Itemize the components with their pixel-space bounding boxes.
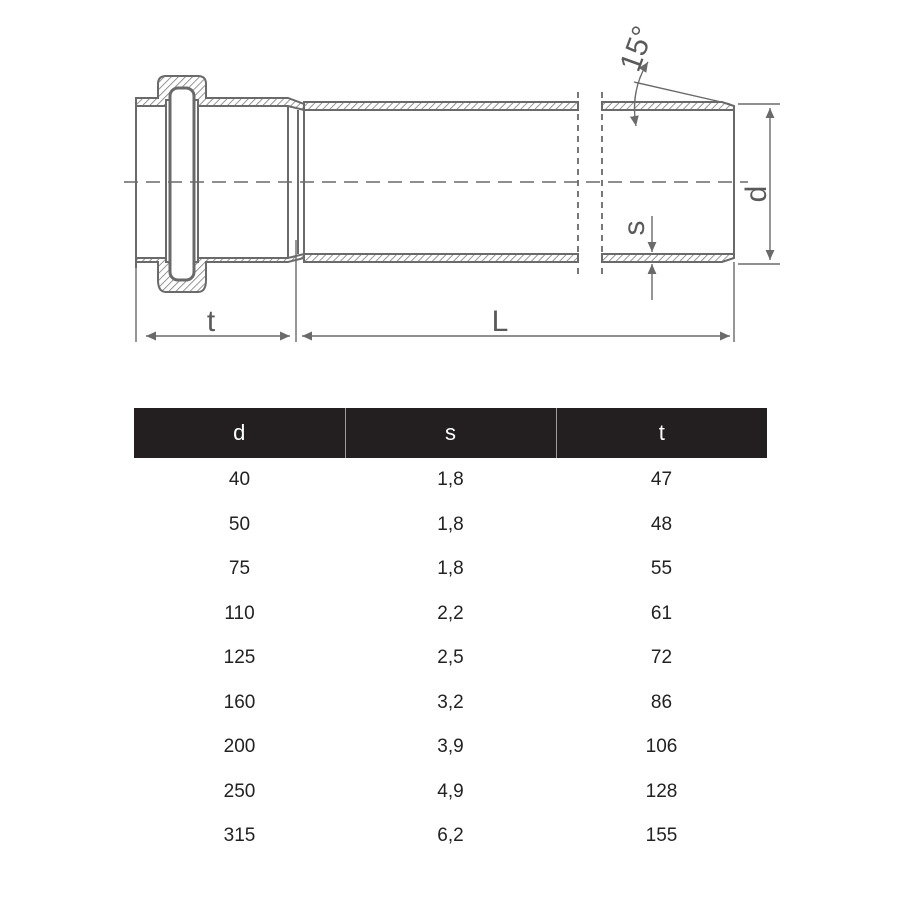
cell-t: 128 xyxy=(645,780,678,802)
cell-t: 61 xyxy=(650,602,673,624)
cell-s: 3,9 xyxy=(437,736,464,758)
cell-d: 40 xyxy=(228,469,251,491)
cell-t: 47 xyxy=(650,469,673,491)
label-s: s xyxy=(618,220,651,236)
table-header-row xyxy=(134,408,767,458)
extension-lines xyxy=(136,82,780,342)
cell-s: 3,2 xyxy=(437,691,464,713)
cell-t: 55 xyxy=(650,558,673,580)
pipe-bottom-wall-right xyxy=(602,254,734,262)
socket-bottom-wall xyxy=(136,254,304,292)
cell-d: 75 xyxy=(228,558,251,580)
label-angle: 15° xyxy=(613,21,661,76)
header-s: s xyxy=(345,408,556,458)
cell-d: 200 xyxy=(223,736,256,758)
cell-t: 72 xyxy=(650,647,673,669)
header-d: d xyxy=(134,408,345,458)
cell-s: 1,8 xyxy=(437,558,464,580)
cell-d: 315 xyxy=(223,825,256,847)
break-lines xyxy=(578,92,602,276)
pipe-body xyxy=(136,76,734,292)
cell-s: 2,2 xyxy=(437,602,464,624)
seal-ring xyxy=(170,88,194,280)
pipe-bottom-wall-left xyxy=(304,254,578,262)
cell-t: 48 xyxy=(650,513,673,535)
pipe-top-wall-right xyxy=(602,102,734,110)
cell-d: 50 xyxy=(228,513,251,535)
table-row xyxy=(134,547,767,592)
label-t: t xyxy=(206,305,216,338)
table-row xyxy=(134,636,767,681)
table-row xyxy=(134,814,767,859)
table-row xyxy=(134,592,767,637)
cell-t: 155 xyxy=(645,825,678,847)
label-L: L xyxy=(491,305,509,338)
pipe-top-wall-left xyxy=(304,102,578,110)
cell-s: 1,8 xyxy=(437,469,464,491)
dimension-table xyxy=(134,408,767,859)
socket-top-wall xyxy=(136,76,304,110)
cell-t: 86 xyxy=(650,691,673,713)
pipe-technical-drawing xyxy=(0,0,900,380)
table-row xyxy=(134,681,767,726)
cell-s: 4,9 xyxy=(437,780,464,802)
cell-d: 110 xyxy=(224,602,255,624)
table-row xyxy=(134,770,767,815)
table-row xyxy=(134,458,767,503)
table-row xyxy=(134,725,767,770)
cell-s: 1,8 xyxy=(437,513,464,535)
table-row xyxy=(134,503,767,548)
header-t: t xyxy=(556,408,767,458)
cell-d: 160 xyxy=(223,691,256,713)
cell-d: 125 xyxy=(223,647,256,669)
cell-s: 6,2 xyxy=(437,825,464,847)
cell-s: 2,5 xyxy=(437,647,464,669)
pipe-outlines xyxy=(136,88,734,280)
cell-d: 250 xyxy=(223,780,256,802)
label-d: d xyxy=(740,185,773,203)
cell-t: 106 xyxy=(645,736,678,758)
